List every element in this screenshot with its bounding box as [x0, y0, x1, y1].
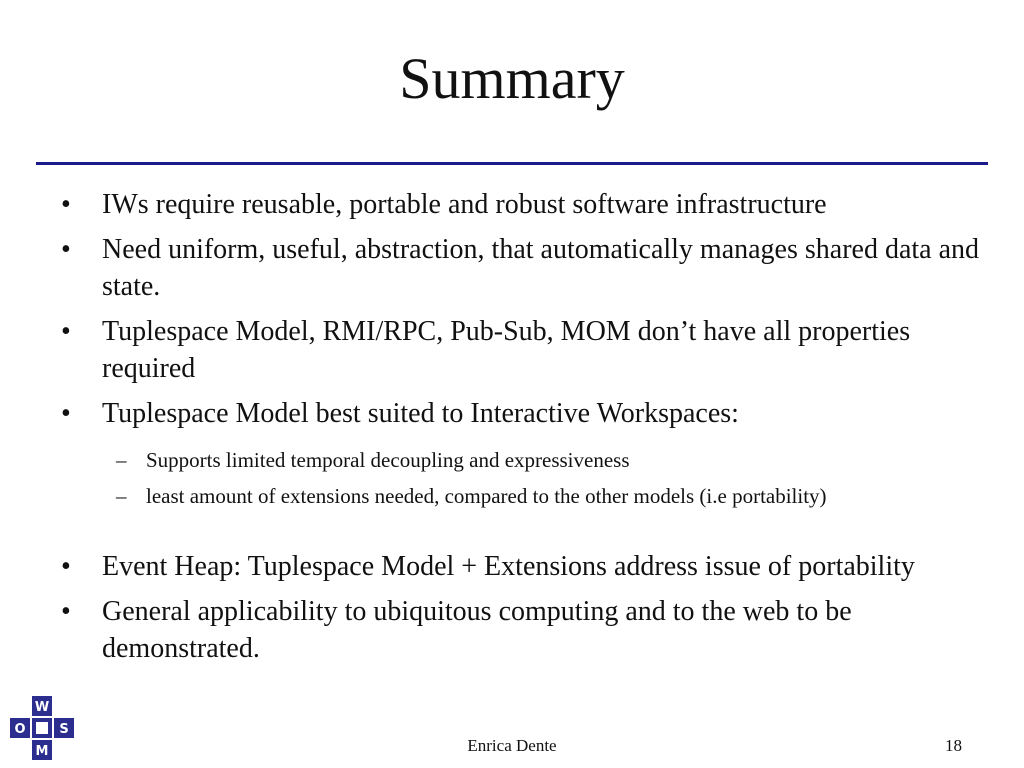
bullet-marker: •: [61, 596, 71, 627]
bullet-list-continued: [0, 548, 1024, 675]
sub-bullet-item: [0, 446, 1024, 475]
bullet-list: [0, 186, 1024, 440]
bullet-marker: •: [61, 316, 71, 347]
sub-bullet-item: [0, 482, 1024, 511]
bullet-item: [0, 231, 1024, 305]
bullet-marker: •: [61, 398, 71, 429]
bullet-text: General applicability to ubiquitous computing and to the web to be demonstrated.: [102, 596, 852, 664]
page-number: 18: [945, 736, 962, 755]
bullet-text: Tuplespace Model, RMI/RPC, Pub-Sub, MOM don’t have all properties required: [102, 316, 911, 384]
bullet-marker: •: [61, 234, 71, 265]
sub-bullet-text: Supports limited temporal decoupling and expressiveness: [146, 448, 630, 472]
svg-text:S: S: [59, 722, 69, 737]
bullet-item: [0, 548, 1024, 585]
bullet-marker: •: [61, 551, 71, 582]
footer-author: Enrica Dente: [467, 736, 557, 755]
svg-text:W: W: [34, 700, 50, 715]
bullet-item: [0, 313, 1024, 387]
sub-bullet-marker: –: [116, 448, 127, 472]
svg-text:O: O: [14, 722, 26, 737]
sub-bullet-marker: –: [116, 484, 127, 508]
bullet-text: Need uniform, useful, abstraction, that automatically manages shared data and state.: [102, 234, 980, 302]
bullet-text: IWs require reusable, portable and robust software infrastructure: [102, 189, 827, 220]
bullet-item: [0, 395, 1024, 432]
slide-title: Summary: [399, 46, 625, 111]
bullet-text: Event Heap: Tuplespace Model + Extensions address issue of portability: [102, 551, 915, 582]
svg-text:M: M: [35, 744, 49, 759]
title-divider: [36, 162, 988, 165]
sub-bullet-list: [0, 446, 1024, 518]
bullet-item: [0, 186, 1024, 223]
bullet-text: Tuplespace Model best suited to Interactive Workspaces:: [102, 398, 739, 429]
bullet-marker: •: [61, 189, 71, 220]
sub-bullet-text: least amount of extensions needed, compared to the other models (i.e portability): [146, 484, 827, 508]
bullet-item: [0, 593, 1024, 667]
